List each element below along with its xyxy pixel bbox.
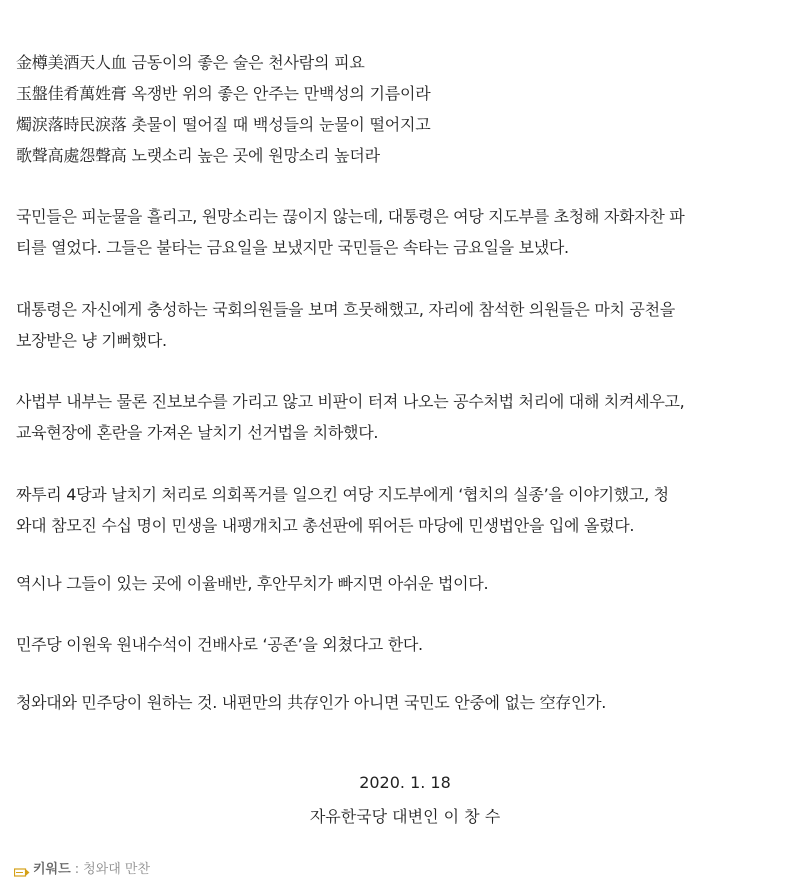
poem xyxy=(16,47,796,171)
paragraph-line: 국민들은 피눈물을 흘리고, 원망소리는 끊이지 않는데, 대통령은 여당 지도부를 초청해 자화자찬 파 xyxy=(16,207,685,226)
poem-line: 玉盤佳肴萬姓膏 옥쟁반 위의 좋은 안주는 만백성의 기름이라 xyxy=(16,84,431,103)
poem-line: 燭淚落時民淚落 촛물이 떨어질 때 백성들의 눈물이 떨어지고 xyxy=(16,115,431,134)
keyword-separator: : xyxy=(74,862,80,877)
keyword-bar xyxy=(14,860,150,880)
poem-line: 歌聲高處怨聲高 노랫소리 높은 곳에 원망소리 높더라 xyxy=(16,146,380,165)
keyword-link[interactable]: 청와대 만찬 xyxy=(83,862,151,877)
paragraph xyxy=(16,629,796,660)
paragraph xyxy=(16,294,796,356)
pencil-icon xyxy=(14,865,30,876)
paragraph-line: 청와대와 민주당이 원하는 것. 내편만의 共存인가 아니면 국민도 안중에 없는 空存인가. xyxy=(16,693,607,712)
paragraph xyxy=(16,568,796,599)
paragraph-line: 보장받은 냥 기뻐했다. xyxy=(16,331,167,350)
paragraph xyxy=(16,201,796,263)
paragraph-line: 민주당 이원욱 원내수석이 건배사로 ‘공존’을 외쳤다고 한다. xyxy=(16,635,423,654)
paragraph-line: 티를 열었다. 그들은 불타는 금요일을 보냈지만 국민들은 속타는 금요일을 보냈다. xyxy=(16,238,569,257)
paragraph-line: 와대 참모진 수십 명이 민생을 내팽개치고 총선판에 뛰어든 마당에 민생법안을 입에 올렸다. xyxy=(16,516,635,535)
paragraph xyxy=(16,479,796,541)
paragraph xyxy=(16,386,796,448)
paragraph xyxy=(16,687,796,718)
statement-date: 2020. 1. 18 xyxy=(359,773,451,792)
keyword-label: 키워드 xyxy=(33,862,71,877)
paragraph-line: 사법부 내부는 물론 진보보수를 가리고 않고 비판이 터져 나오는 공수처법 처리에 대해 치켜세우고, xyxy=(16,392,685,411)
paragraph-line: 역시나 그들이 있는 곳에 이율배반, 후안무치가 빠지면 아쉬운 법이다. xyxy=(16,574,489,593)
paragraph-line: 대통령은 자신에게 충성하는 국회의원들을 보며 흐뭇해했고, 자리에 참석한 의원들은 마치 공천을 xyxy=(16,300,675,319)
paragraph-line: 교육현장에 혼란을 가져온 날치기 선거법을 치하했다. xyxy=(16,423,379,442)
paragraph-line: 짜투리 4당과 날치기 처리로 의회폭거를 일으킨 여당 지도부에게 ‘협치의 실종’을 이야기했고, 청 xyxy=(16,485,669,504)
spokesperson-signature: 자유한국당 대변인 이 창 수 xyxy=(309,807,501,826)
poem-line: 金樽美酒天人血 금동이의 좋은 술은 천사람의 피요 xyxy=(16,53,365,72)
